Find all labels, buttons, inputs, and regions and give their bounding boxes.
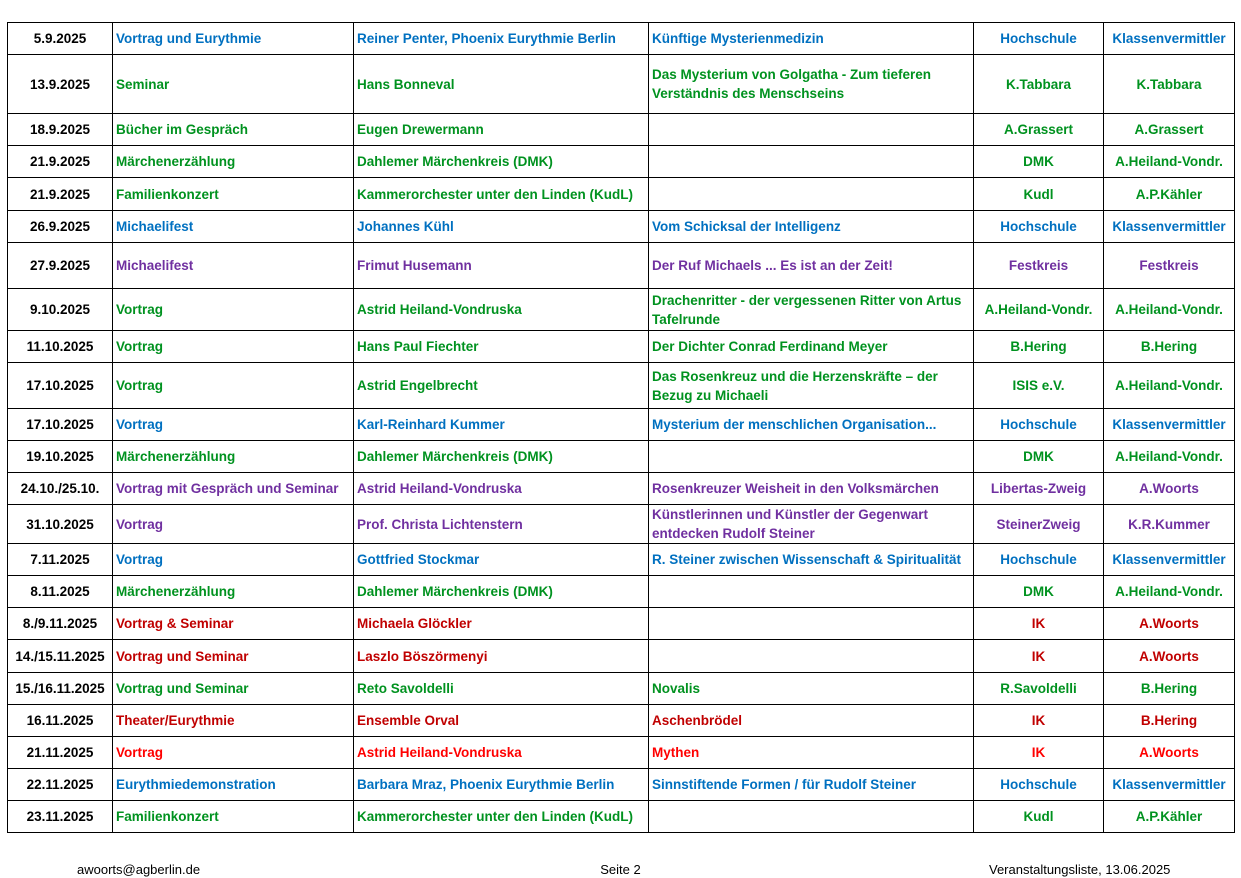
event-contact: Festkreis bbox=[1104, 243, 1235, 289]
event-date: 21.11.2025 bbox=[8, 737, 113, 769]
event-date: 8./9.11.2025 bbox=[8, 608, 113, 640]
event-speaker: Michaela Glöckler bbox=[354, 608, 649, 640]
event-contact: Klassenvermittler bbox=[1104, 23, 1235, 55]
event-speaker: Hans Bonneval bbox=[354, 55, 649, 114]
event-organizer: Kudl bbox=[974, 801, 1104, 833]
event-contact: A.Woorts bbox=[1104, 640, 1235, 673]
event-type: Vortrag mit Gespräch und Seminar bbox=[113, 473, 354, 505]
event-speaker: Barbara Mraz, Phoenix Eurythmie Berlin bbox=[354, 769, 649, 801]
event-organizer: DMK bbox=[974, 146, 1104, 178]
event-speaker: Prof. Christa Lichtenstern bbox=[354, 505, 649, 544]
event-title: Das Rosenkreuz und die Herzenskräfte – der Bezug zu Michaeli bbox=[649, 363, 974, 409]
event-contact: K.R.Kummer bbox=[1104, 505, 1235, 544]
event-title: Sinnstiftende Formen / für Rudolf Steiner bbox=[649, 769, 974, 801]
event-organizer: Hochschule bbox=[974, 23, 1104, 55]
event-title: Drachenritter - der vergessenen Ritter von Artus Tafelrunde bbox=[649, 289, 974, 331]
table-row bbox=[8, 289, 1235, 331]
event-date: 21.9.2025 bbox=[8, 146, 113, 178]
event-contact: A.Woorts bbox=[1104, 473, 1235, 505]
event-type: Märchenerzählung bbox=[113, 576, 354, 608]
event-date: 21.9.2025 bbox=[8, 178, 113, 211]
event-speaker: Astrid Heiland-Vondruska bbox=[354, 289, 649, 331]
table-row bbox=[8, 505, 1235, 544]
event-organizer: DMK bbox=[974, 441, 1104, 473]
table-row bbox=[8, 114, 1235, 146]
table-row bbox=[8, 576, 1235, 608]
event-date: 14./15.11.2025 bbox=[8, 640, 113, 673]
event-date: 24.10./25.10. bbox=[8, 473, 113, 505]
table-row bbox=[8, 673, 1235, 705]
event-speaker: Dahlemer Märchenkreis (DMK) bbox=[354, 441, 649, 473]
event-organizer: Hochschule bbox=[974, 544, 1104, 576]
event-date: 26.9.2025 bbox=[8, 211, 113, 243]
event-title bbox=[649, 146, 974, 178]
table-row bbox=[8, 544, 1235, 576]
table-row bbox=[8, 473, 1235, 505]
event-date: 19.10.2025 bbox=[8, 441, 113, 473]
event-speaker: Reiner Penter, Phoenix Eurythmie Berlin bbox=[354, 23, 649, 55]
event-contact: Klassenvermittler bbox=[1104, 769, 1235, 801]
event-date: 18.9.2025 bbox=[8, 114, 113, 146]
event-title: R. Steiner zwischen Wissenschaft & Spiritualität bbox=[649, 544, 974, 576]
table-row bbox=[8, 243, 1235, 289]
event-type: Seminar bbox=[113, 55, 354, 114]
event-title: Mysterium der menschlichen Organisation... bbox=[649, 409, 974, 441]
event-title: Rosenkreuzer Weisheit in den Volksmärchen bbox=[649, 473, 974, 505]
event-type: Michaelifest bbox=[113, 211, 354, 243]
table-row bbox=[8, 705, 1235, 737]
event-type: Vortrag bbox=[113, 363, 354, 409]
event-speaker: Dahlemer Märchenkreis (DMK) bbox=[354, 146, 649, 178]
event-title bbox=[649, 576, 974, 608]
event-type: Familienkonzert bbox=[113, 178, 354, 211]
event-organizer: B.Hering bbox=[974, 331, 1104, 363]
table-row bbox=[8, 801, 1235, 833]
event-speaker: Astrid Heiland-Vondruska bbox=[354, 737, 649, 769]
footer-page-number: Seite 2 bbox=[600, 862, 641, 877]
event-type: Bücher im Gespräch bbox=[113, 114, 354, 146]
event-type: Vortrag bbox=[113, 737, 354, 769]
event-type: Familienkonzert bbox=[113, 801, 354, 833]
event-organizer: Hochschule bbox=[974, 211, 1104, 243]
event-contact: A.Woorts bbox=[1104, 608, 1235, 640]
event-speaker: Reto Savoldelli bbox=[354, 673, 649, 705]
event-type: Vortrag bbox=[113, 505, 354, 544]
event-contact: A.P.Kähler bbox=[1104, 801, 1235, 833]
event-type: Vortrag bbox=[113, 331, 354, 363]
event-title bbox=[649, 114, 974, 146]
event-organizer: IK bbox=[974, 737, 1104, 769]
event-title bbox=[649, 608, 974, 640]
event-title: Künstlerinnen und Künstler der Gegenwart entdecken Rudolf Steiner bbox=[649, 505, 974, 544]
table-row bbox=[8, 608, 1235, 640]
event-date: 5.9.2025 bbox=[8, 23, 113, 55]
event-organizer: IK bbox=[974, 640, 1104, 673]
event-type: Theater/Eurythmie bbox=[113, 705, 354, 737]
table-row bbox=[8, 409, 1235, 441]
event-organizer: K.Tabbara bbox=[974, 55, 1104, 114]
event-contact: Klassenvermittler bbox=[1104, 211, 1235, 243]
event-title: Der Ruf Michaels ... Es ist an der Zeit! bbox=[649, 243, 974, 289]
event-date: 17.10.2025 bbox=[8, 409, 113, 441]
table-row bbox=[8, 178, 1235, 211]
table-row bbox=[8, 23, 1235, 55]
event-type: Eurythmiedemonstration bbox=[113, 769, 354, 801]
table-row bbox=[8, 640, 1235, 673]
event-organizer: Hochschule bbox=[974, 409, 1104, 441]
event-contact: A.Heiland-Vondr. bbox=[1104, 363, 1235, 409]
event-speaker: Eugen Drewermann bbox=[354, 114, 649, 146]
event-speaker: Laszlo Böszörmenyi bbox=[354, 640, 649, 673]
event-contact: A.Grassert bbox=[1104, 114, 1235, 146]
event-date: 22.11.2025 bbox=[8, 769, 113, 801]
table-row bbox=[8, 55, 1235, 114]
event-title: Das Mysterium von Golgatha - Zum tieferen Verständnis des Menschseins bbox=[649, 55, 974, 114]
event-date: 23.11.2025 bbox=[8, 801, 113, 833]
event-speaker: Gottfried Stockmar bbox=[354, 544, 649, 576]
event-date: 27.9.2025 bbox=[8, 243, 113, 289]
event-title bbox=[649, 640, 974, 673]
event-organizer: ISIS e.V. bbox=[974, 363, 1104, 409]
event-speaker: Astrid Engelbrecht bbox=[354, 363, 649, 409]
event-speaker: Ensemble Orval bbox=[354, 705, 649, 737]
footer-email: awoorts@agberlin.de bbox=[77, 862, 201, 877]
table-row bbox=[8, 441, 1235, 473]
event-title bbox=[649, 178, 974, 211]
event-speaker: Dahlemer Märchenkreis (DMK) bbox=[354, 576, 649, 608]
event-organizer: A.Grassert bbox=[974, 114, 1104, 146]
event-contact: B.Hering bbox=[1104, 331, 1235, 363]
event-date: 15./16.11.2025 bbox=[8, 673, 113, 705]
event-date: 9.10.2025 bbox=[8, 289, 113, 331]
event-contact: Klassenvermittler bbox=[1104, 409, 1235, 441]
table-row bbox=[8, 769, 1235, 801]
event-contact: A.Woorts bbox=[1104, 737, 1235, 769]
table-row bbox=[8, 146, 1235, 178]
event-organizer: Festkreis bbox=[974, 243, 1104, 289]
event-contact: A.Heiland-Vondr. bbox=[1104, 289, 1235, 331]
event-contact: A.Heiland-Vondr. bbox=[1104, 576, 1235, 608]
event-title: Aschenbrödel bbox=[649, 705, 974, 737]
event-date: 7.11.2025 bbox=[8, 544, 113, 576]
event-type: Vortrag bbox=[113, 409, 354, 441]
event-type: Vortrag und Seminar bbox=[113, 640, 354, 673]
table-row bbox=[8, 211, 1235, 243]
event-speaker: Kammerorchester unter den Linden (KudL) bbox=[354, 801, 649, 833]
event-title: Mythen bbox=[649, 737, 974, 769]
event-contact: A.Heiland-Vondr. bbox=[1104, 146, 1235, 178]
event-title: Vom Schicksal der Intelligenz bbox=[649, 211, 974, 243]
event-contact: B.Hering bbox=[1104, 705, 1235, 737]
event-rows bbox=[8, 23, 1235, 833]
event-title bbox=[649, 441, 974, 473]
event-speaker: Hans Paul Fiechter bbox=[354, 331, 649, 363]
event-date: 17.10.2025 bbox=[8, 363, 113, 409]
event-speaker: Astrid Heiland-Vondruska bbox=[354, 473, 649, 505]
event-title: Novalis bbox=[649, 673, 974, 705]
event-title: Der Dichter Conrad Ferdinand Meyer bbox=[649, 331, 974, 363]
footer-document-date: Veranstaltungsliste, 13.06.2025 bbox=[989, 862, 1171, 877]
event-type: Märchenerzählung bbox=[113, 146, 354, 178]
event-organizer: Libertas-Zweig bbox=[974, 473, 1104, 505]
event-type: Vortrag & Seminar bbox=[113, 608, 354, 640]
table-row bbox=[8, 331, 1235, 363]
event-organizer: IK bbox=[974, 608, 1104, 640]
event-type: Michaelifest bbox=[113, 243, 354, 289]
event-contact: K.Tabbara bbox=[1104, 55, 1235, 114]
event-organizer: Hochschule bbox=[974, 769, 1104, 801]
event-date: 8.11.2025 bbox=[8, 576, 113, 608]
event-organizer: IK bbox=[974, 705, 1104, 737]
event-speaker: Johannes Kühl bbox=[354, 211, 649, 243]
event-contact: A.P.Kähler bbox=[1104, 178, 1235, 211]
event-organizer: DMK bbox=[974, 576, 1104, 608]
event-contact: B.Hering bbox=[1104, 673, 1235, 705]
event-organizer: SteinerZweig bbox=[974, 505, 1104, 544]
event-table bbox=[7, 22, 1235, 833]
event-title: Künftige Mysterienmedizin bbox=[649, 23, 974, 55]
event-date: 11.10.2025 bbox=[8, 331, 113, 363]
table-row bbox=[8, 363, 1235, 409]
event-date: 13.9.2025 bbox=[8, 55, 113, 114]
event-type: Vortrag und Seminar bbox=[113, 673, 354, 705]
event-title bbox=[649, 801, 974, 833]
table-row bbox=[8, 737, 1235, 769]
event-type: Märchenerzählung bbox=[113, 441, 354, 473]
event-speaker: Kammerorchester unter den Linden (KudL) bbox=[354, 178, 649, 211]
event-organizer: R.Savoldelli bbox=[974, 673, 1104, 705]
event-type: Vortrag und Eurythmie bbox=[113, 23, 354, 55]
event-organizer: A.Heiland-Vondr. bbox=[974, 289, 1104, 331]
event-date: 31.10.2025 bbox=[8, 505, 113, 544]
event-contact: A.Heiland-Vondr. bbox=[1104, 441, 1235, 473]
event-contact: Klassenvermittler bbox=[1104, 544, 1235, 576]
event-type: Vortrag bbox=[113, 289, 354, 331]
event-type: Vortrag bbox=[113, 544, 354, 576]
event-organizer: Kudl bbox=[974, 178, 1104, 211]
event-speaker: Frimut Husemann bbox=[354, 243, 649, 289]
event-date: 16.11.2025 bbox=[8, 705, 113, 737]
event-speaker: Karl-Reinhard Kummer bbox=[354, 409, 649, 441]
